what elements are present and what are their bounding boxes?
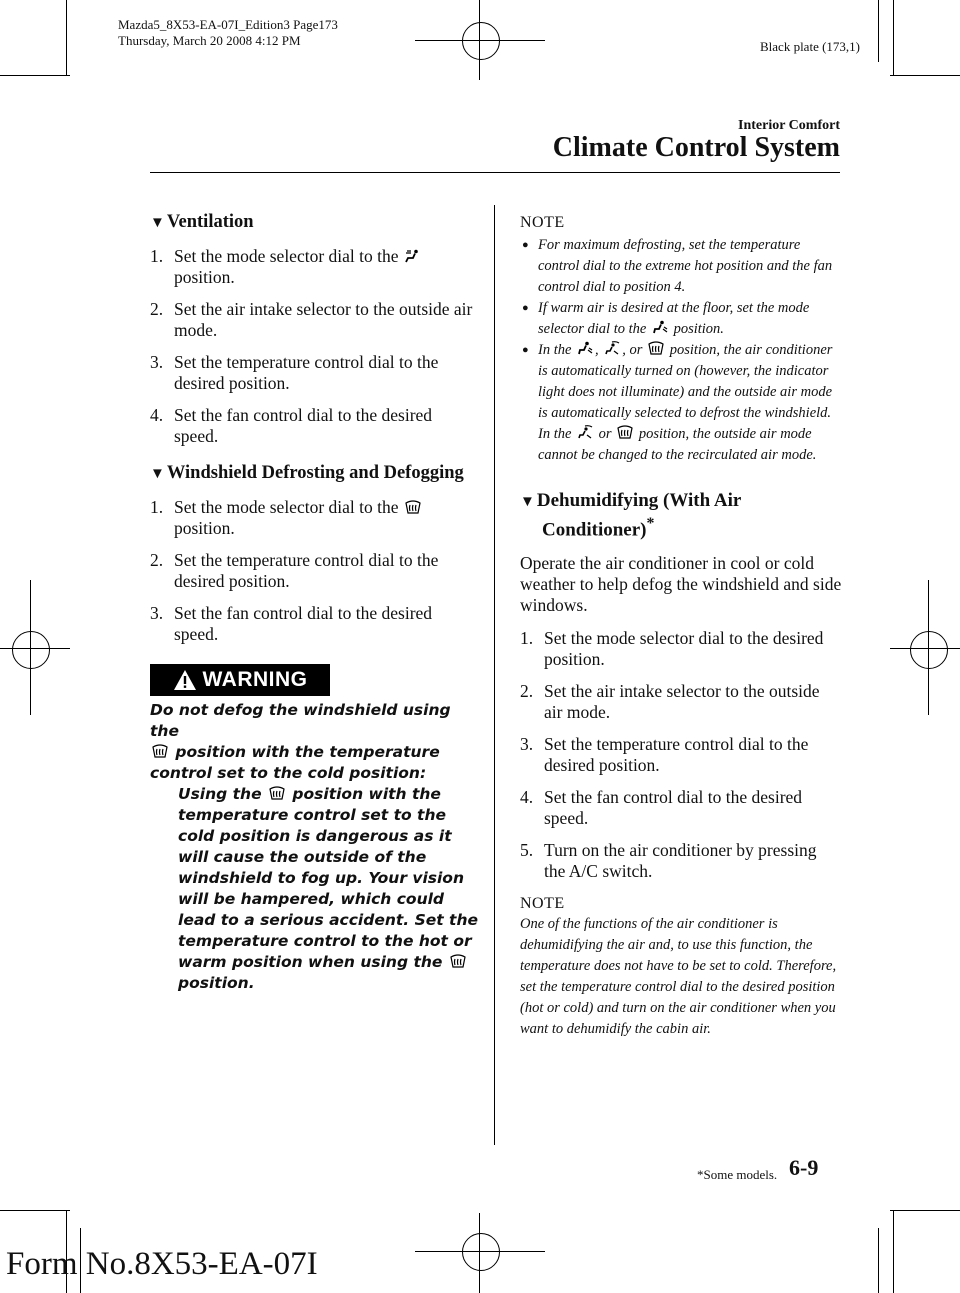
list-item: 2. Set the air intake selector to the outside air mode. xyxy=(150,299,473,340)
defrost-icon xyxy=(269,785,285,799)
crop-mark xyxy=(893,0,894,75)
ventilation-steps xyxy=(150,246,480,447)
list-item: 1. Set the mode selector dial to the desired position. xyxy=(520,628,824,670)
defrost-icon xyxy=(617,425,633,439)
registration-mark xyxy=(30,580,31,715)
bullet-icon: ● xyxy=(522,302,529,314)
crop-mark xyxy=(0,1210,70,1211)
note-title: NOTE xyxy=(520,895,565,913)
footnote-star: * xyxy=(646,515,655,532)
crop-mark xyxy=(878,1228,879,1293)
registration-mark xyxy=(12,631,50,669)
defrost-icon xyxy=(152,743,168,757)
page-number: 6-9 xyxy=(789,1155,819,1180)
right-column xyxy=(520,212,842,1040)
column-divider xyxy=(494,205,495,1145)
crop-mark xyxy=(0,75,70,76)
floor-vent-icon xyxy=(652,320,668,334)
list-item: 1. Set the mode selector dial to the position. xyxy=(150,246,480,288)
list-item: 3. Set the temperature control dial to the desired position. xyxy=(150,352,439,393)
defrost-icon xyxy=(405,498,421,512)
bullet-icon: ● xyxy=(522,239,529,251)
registration-mark xyxy=(890,648,960,649)
defrost-icon xyxy=(450,953,466,967)
floor-defrost-icon xyxy=(577,425,593,439)
warning-banner xyxy=(150,664,330,696)
registration-mark xyxy=(0,648,70,649)
dehumid-intro: Operate the air conditioner in cool or cold weather to help defog the windshield and side windows. xyxy=(520,553,842,616)
defrost-icon xyxy=(648,341,664,355)
section-category: Interior Comfort xyxy=(738,118,840,133)
list-item: 1. Set the mode selector dial to the position. xyxy=(150,497,480,539)
left-column xyxy=(150,212,480,656)
list-item: ● In the , , or position, the air conditioner is automatically turned on (however, the indicator light does not illuminate) and the outside air mode is automatically selected to defrost the windshield. In the or position, the outside air mode cannot be changed to the recirculated air mode. xyxy=(522,342,833,463)
list-item: 4. Set the fan control dial to the desired speed. xyxy=(150,405,433,446)
list-item: 5. Turn on the air conditioner by pressing the A/C switch. xyxy=(520,840,817,882)
warning-text xyxy=(150,700,480,994)
face-vent-icon xyxy=(405,247,421,261)
defrost-steps xyxy=(150,497,480,645)
section-heading: ▼ Ventilation xyxy=(150,212,254,232)
warning-icon xyxy=(173,669,197,691)
plate-label: Black plate (173,1) xyxy=(760,39,860,54)
registration-mark xyxy=(415,40,545,41)
registration-mark xyxy=(479,0,480,80)
crop-mark xyxy=(890,1210,960,1211)
form-number: Form No.8X53-EA-07I xyxy=(6,1246,318,1282)
list-item: 4. Set the fan control dial to the desired speed. xyxy=(520,787,803,829)
section-heading: ▼ Windshield Defrosting and Defogging xyxy=(150,463,464,483)
floor-vent-icon xyxy=(577,341,593,355)
warning-label: WARNING xyxy=(202,668,308,691)
list-item: ● For maximum defrosting, set the temperature control dial to the extreme hot position and the fan control dial to position 4. xyxy=(522,237,833,295)
floor-defrost-icon xyxy=(604,341,620,355)
list-item: 3. Set the temperature control dial to the desired position. xyxy=(520,734,809,776)
crop-mark xyxy=(878,0,879,62)
list-item: 2. Set the air intake selector to the outside air mode. xyxy=(520,681,820,723)
registration-mark xyxy=(462,1233,500,1271)
list-item: ● If warm air is desired at the floor, set the mode selector dial to the position. xyxy=(522,300,810,337)
header-rule xyxy=(150,172,840,173)
footnote-some-models: *Some models. xyxy=(697,1167,778,1182)
crop-mark xyxy=(66,0,67,75)
registration-mark xyxy=(479,1213,480,1293)
note-text: One of the functions of the air conditioner is dehumidifying the air and, to use this function, the temperature does not have to be set to cold. Therefore, set the temperature control dial to the desired position (hot or cold) and turn on the air conditioner when you want to dehumidify the cabin air. xyxy=(520,916,837,1038)
dehumid-steps xyxy=(520,628,842,882)
registration-mark xyxy=(910,631,948,669)
registration-mark xyxy=(415,1251,545,1252)
warning-body: Using the position with the temperature control set to the cold position is dangerous as it will cause the outside of the windshield to fog up. Your vision will be hampered, which could lead to a serious accident. Set the temperature control to the hot or warm position when using the position. xyxy=(178,785,479,992)
section-heading: ▼ Dehumidifying (With Air Conditioner)* xyxy=(520,490,741,541)
doc-info-line-1: Mazda5_8X53-EA-07I_Edition3 Page173 xyxy=(118,17,338,32)
triangle-marker-icon: ▼ xyxy=(520,494,535,510)
registration-mark xyxy=(462,22,500,60)
crop-mark xyxy=(890,75,960,76)
registration-mark xyxy=(928,580,929,715)
crop-mark xyxy=(893,1210,894,1293)
doc-info-line-2: Thursday, March 20 2008 4:12 PM xyxy=(118,33,301,48)
triangle-marker-icon: ▼ xyxy=(150,466,165,482)
list-item: 3. Set the fan control dial to the desired speed. xyxy=(150,603,433,644)
bullet-icon: ● xyxy=(522,344,529,356)
page-title: Climate Control System xyxy=(552,132,840,163)
warning-lead: Do not defog the windshield using the position with the temperature control set to the cold position: xyxy=(150,701,451,782)
list-item: 2. Set the temperature control dial to the desired position. xyxy=(150,550,439,591)
note-list xyxy=(520,235,842,466)
triangle-marker-icon: ▼ xyxy=(150,215,165,231)
note-title: NOTE xyxy=(520,214,565,231)
